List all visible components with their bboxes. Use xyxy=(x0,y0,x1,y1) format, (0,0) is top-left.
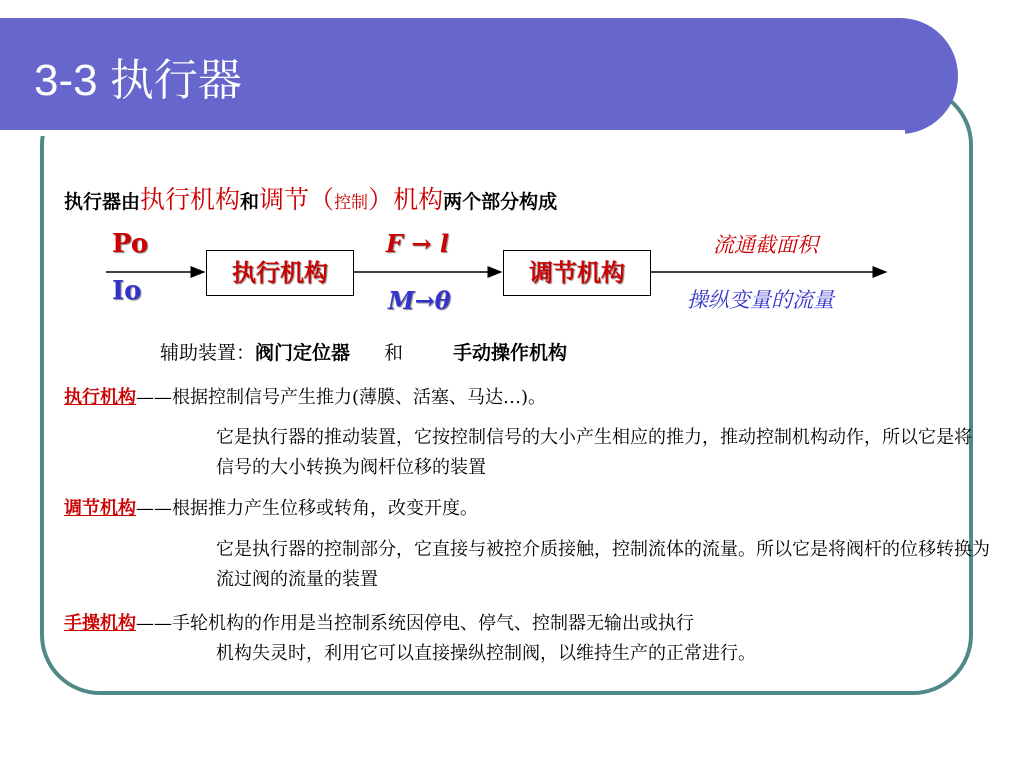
intro-text-1: 执行器由 xyxy=(64,191,141,213)
section-regulator-line: ——根据推力产生位移或转角，改变开度。 xyxy=(136,498,478,519)
aux-label: 辅助装置： xyxy=(160,342,256,364)
intro-text-and: 和 xyxy=(240,191,260,213)
intro-term-actuator: 执行机构 xyxy=(140,185,241,214)
aux-and: 和 xyxy=(384,342,404,364)
flow-rate-label: 操纵变量的流量 xyxy=(687,288,834,312)
intro-term-mechanism: ）机构 xyxy=(368,185,444,214)
section-manual-heading xyxy=(64,609,984,639)
intro-text-end: 两个部分构成 xyxy=(443,191,558,213)
page-title: 3-3 执行器 xyxy=(34,56,242,105)
input-current-label: Io xyxy=(112,276,142,306)
intro-term-control: 控制 xyxy=(334,193,369,213)
section-regulator-heading xyxy=(64,494,478,524)
regulator-box: 调节机构 xyxy=(503,250,651,296)
term-regulator: 调节机构 xyxy=(64,498,136,519)
auxiliary-devices xyxy=(160,338,567,365)
intro-term-regulate: 调节（ xyxy=(259,185,335,214)
moment-angle-label: M→θ xyxy=(388,286,451,315)
section-actuator-detail: 它是执行器的推动装置，它按控制信号的大小产生相应的推力，推动控制机构动作，所以它是将信号的大小转换为阀杆位移的装置 xyxy=(216,427,972,478)
section-actuator-heading xyxy=(64,383,546,413)
section-manual-line: ——手轮机构的作用是当控制系统因停电、停气、控制器无输出或执行 xyxy=(136,613,694,634)
actuator-box: 执行机构 xyxy=(206,250,354,296)
aux-manual-mechanism: 手动操作机构 xyxy=(453,342,568,364)
aux-positioner: 阀门定位器 xyxy=(255,342,351,364)
term-manual: 手操机构 xyxy=(64,613,136,634)
section-actuator-line: ——根据控制信号产生推力(薄膜、活塞、马达…)。 xyxy=(136,387,547,408)
force-displacement-label: F → l xyxy=(386,229,449,258)
input-pressure-label: Po xyxy=(112,229,149,259)
flow-area-label: 流通截面积 xyxy=(713,233,818,257)
term-actuator: 执行机构 xyxy=(64,387,136,408)
section-manual-detail: 机构失灵时，利用它可以直接操纵控制阀，以维持生产的正常进行。 xyxy=(216,643,756,664)
section-regulator-detail: 它是执行器的控制部分，它直接与被控介质接触，控制流体的流量。所以它是将阀杆的位移转换为流过阀的流量的装置 xyxy=(216,539,990,590)
